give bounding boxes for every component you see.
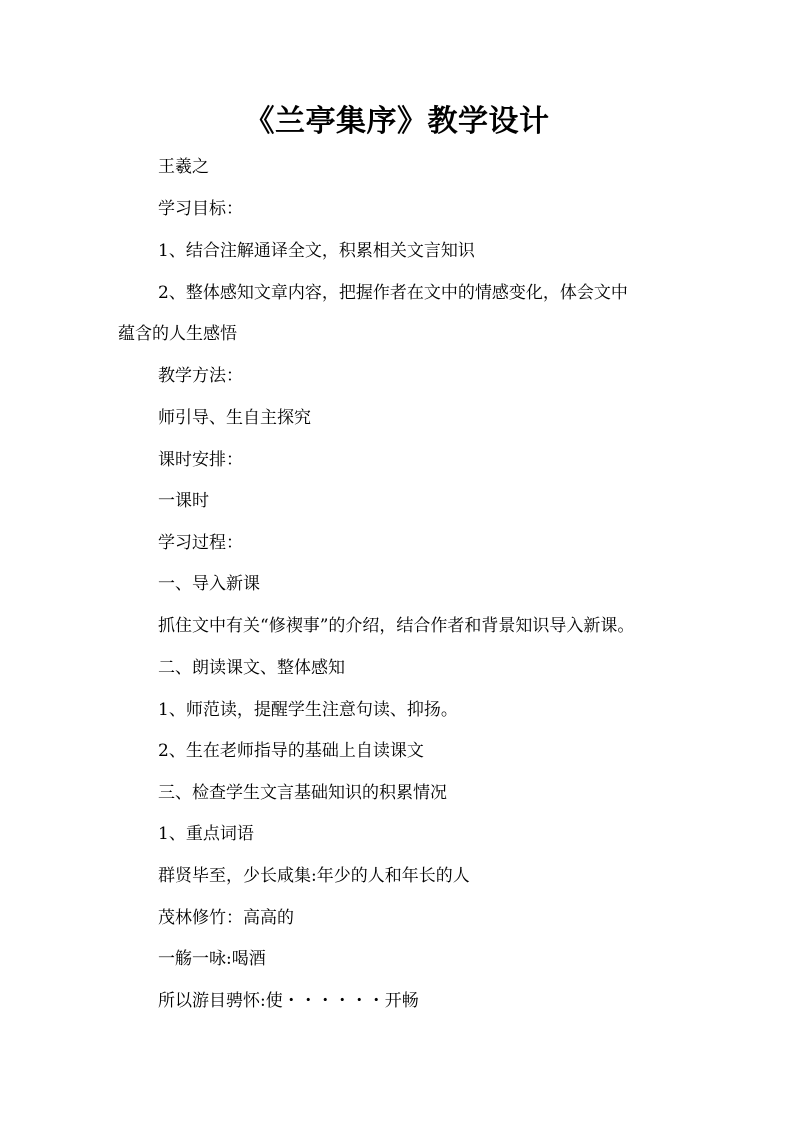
process-step-text: 抓住文中有关“修禊事”的介绍，结合作者和背景知识导入新课。 bbox=[158, 616, 635, 636]
process-step-heading: 一、导入新课 bbox=[158, 574, 260, 594]
vocab-item: 所以游目骋怀:使・・・・・・开畅 bbox=[158, 991, 419, 1011]
section-heading-schedule: 课时安排： bbox=[158, 450, 243, 470]
section-heading-objectives: 学习目标： bbox=[158, 199, 243, 219]
process-step-heading: 三、检查学生文言基础知识的积累情况 bbox=[158, 783, 447, 803]
process-step-text: 2、生在老师指导的基础上自读课文 bbox=[158, 741, 424, 761]
objective-item: 1、结合注解通译全文，积累相关文言知识 bbox=[158, 241, 475, 261]
document-title: 《兰亭集序》教学设计 bbox=[244, 104, 550, 139]
vocab-item: 茂林修竹：高高的 bbox=[158, 908, 294, 928]
objective-item: 2、整体感知文章内容，把握作者在文中的情感变化，体会文中 bbox=[158, 283, 628, 303]
section-heading-process: 学习过程： bbox=[158, 533, 243, 553]
process-step-text: 1、师范读，提醒学生注意句读、抑扬。 bbox=[158, 700, 458, 720]
objective-item-continuation: 蕴含的人生感悟 bbox=[118, 324, 237, 344]
vocab-heading: 1、重点词语 bbox=[158, 824, 254, 844]
vocab-item: 群贤毕至，少长咸集:年少的人和年长的人 bbox=[158, 866, 470, 886]
process-step-heading: 二、朗读课文、整体感知 bbox=[158, 658, 345, 678]
author-line: 王羲之 bbox=[158, 157, 209, 177]
section-heading-methods: 教学方法： bbox=[158, 366, 243, 386]
methods-text: 师引导、生自主探究 bbox=[158, 408, 311, 428]
vocab-item: 一觞一咏:喝酒 bbox=[158, 949, 266, 969]
schedule-text: 一课时 bbox=[158, 491, 209, 511]
